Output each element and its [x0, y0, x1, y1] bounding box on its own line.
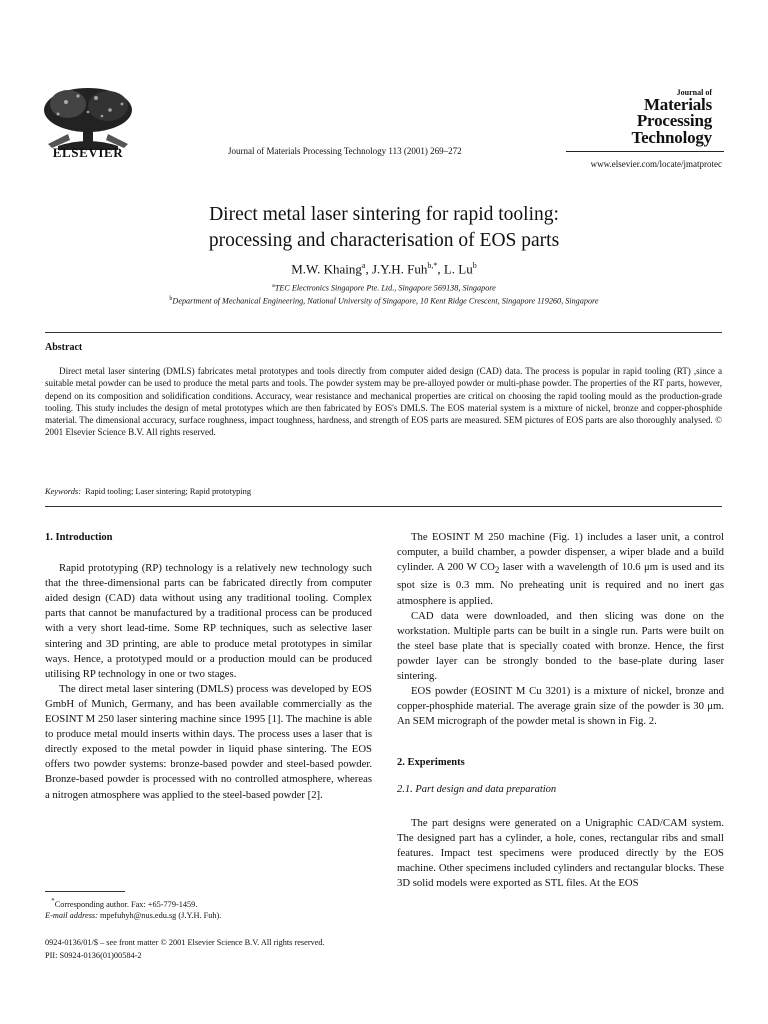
- keywords: [45, 487, 251, 496]
- machine-paragraph: [397, 530, 724, 609]
- title-line-1: Direct metal laser sintering for rapid tooling:: [209, 204, 559, 225]
- author-name: M.W. Khaing: [291, 261, 362, 277]
- machine-text-b: laser with a wavelength of 10.6 μm is used and its spot size is 0.3 mm. No preheating unit is required and no inert gas atmosphere is applied.: [397, 561, 724, 607]
- affiliation-a: [0, 283, 768, 293]
- footnote-mark: *: [51, 898, 55, 905]
- masthead-small: Journal of: [676, 88, 712, 97]
- intro-paragraph-1: Rapid prototyping (RP) technology is a relatively new technology such that the three-dimensional parts can be fabricated directly from computer aided design (CAD) data without using any traditional tooling. Complex parts that cannot be manufactured by a traditional process can be produced with a very short lead-time. Some RP techniques, such as selective laser sintering and 3D printing, are able to produce metal prototypes in similar ways. Hence, a prototyped mould or a production mould can be produced utilising RP technology in one or two stages.: [45, 562, 372, 680]
- journal-citation: Journal of Materials Processing Technology 113 (2001) 269–272: [228, 146, 462, 156]
- co2-subscript: 2: [494, 565, 500, 576]
- author-name: J.Y.H. Fuh: [371, 261, 428, 277]
- part-design-paragraph: The part designs were generated on a Unigraphic CAD/CAM system. The designed part has a cylinder, a hole, cones, rectangular ribs and small features. Impact test specimens were produced directly by the EOS machine. Other specimens included cylinders and rectangular blocks. These 3D solid models were exported as STL files. At the EOS: [397, 816, 724, 889]
- author-sep: ,: [365, 261, 372, 277]
- masthead-line2: Processing: [636, 111, 712, 131]
- author-mark: b: [472, 261, 477, 270]
- affiliation-b: [0, 296, 768, 306]
- footnote-corresponding: [45, 896, 375, 910]
- article-title: [0, 202, 768, 254]
- masthead-rule: [566, 151, 724, 152]
- machine-text-a: The EOSINT M 250 machine (Fig. 1) includes a laser unit, a control computer, a build chamber, a powder dispenser, a wiper blade and a build cylinder. A 200 W CO: [397, 531, 724, 574]
- affiliation-mark: a: [272, 283, 275, 289]
- section-heading-experiments: 2. Experiments: [397, 757, 465, 769]
- affiliation-mark: b: [169, 296, 173, 302]
- subsection-heading-part-design: 2.1. Part design and data preparation: [397, 784, 557, 796]
- front-matter: [45, 936, 325, 962]
- publisher-name: ELSEVIER: [52, 145, 124, 160]
- email-label: E-mail address:: [45, 911, 98, 921]
- abstract-top-rule: [45, 332, 722, 333]
- author-list: [0, 261, 768, 277]
- author-mark: a: [361, 261, 366, 270]
- pii-line: PII: S0924-0136(01)00584-2: [45, 951, 142, 960]
- powder-paragraph: EOS powder (EOSINT M Cu 3201) is a mixture of nickel, bronze and copper-phosphide material. The average grain size of the powder is 30 μm. An SEM micrograph of the powder metal is shown in Fig. 2.: [397, 685, 724, 728]
- right-column: [397, 530, 724, 891]
- author-sep: ,: [437, 261, 444, 277]
- masthead-line3: Technology: [631, 128, 712, 148]
- keywords-label: Keywords:: [45, 487, 81, 496]
- abstract-heading: Abstract: [45, 342, 83, 353]
- footnote-email: [45, 910, 375, 921]
- affiliation-text: Department of Mechanical Engineering, National University of Singapore, 10 Kent Ridge Crescent, Singapore 119260, Singapore: [172, 296, 599, 306]
- left-column: [45, 530, 372, 803]
- abstract-text: Direct metal laser sintering (DMLS) fabricates metal prototypes and tools directly from computer aided design (CAD) data. The process is popular in rapid tooling (RT) ,since a suitable metal powder can be used to produce the metal parts and tools. The powder system may be pre-alloyed powder or multi-phase powder. The properties of the RT parts, however, depend on its composition and solidification conditions. Accuracy, wear resistance and mechanical properties are critical on choosing the rapid tooling mould as the production-grade tooling. This study includes the design of metal prototypes which are then fabricated by EOS's DMLS. The EOS material system is a mixture of nickel, bronze and copper-phosphide material. The dimensional accuracy, surface roughness, impact toughness, hardness, and strength of EOS parts are measured. SEM pictures of EOS parts are also thoroughly analysed. © 2001 Elsevier Science B.V. All rights reserved.: [45, 366, 722, 438]
- abstract-bottom-rule: [45, 506, 722, 507]
- affiliation-text: TEC Electronics Singapore Pte. Ltd., Singapore 569138, Singapore: [274, 283, 496, 293]
- intro-paragraph-2: The direct metal laser sintering (DMLS) process was developed by EOS GmbH of Munich, Germany, and has been available commercially as the EOSINT M 250 laser sintering machine since 1995 [1]. The machine is able to produce metal mould inserts within days. The process uses a laser that is directly exposed to the metal powder in liquid phase sintering. The EOS offers two powder systems: bronze-based powder and steel-based powder. Bronze-based powder is processed with no controlled atmosphere, whereas a nitrogen atmosphere was applied to the steel-based powder [2].: [45, 682, 372, 801]
- section-heading-introduction: 1. Introduction: [45, 532, 113, 543]
- masthead-line1: Materials: [643, 94, 712, 114]
- author-mark: b,*: [427, 261, 438, 270]
- email-address[interactable]: mpefuhyh@nus.edu.sg (J.Y.H. Fuh).: [100, 911, 222, 921]
- author-name: L. Lu: [443, 261, 473, 277]
- journal-url[interactable]: www.elsevier.com/locate/jmatprotec: [590, 159, 722, 169]
- footnote-rule: [45, 891, 125, 892]
- footnote: [45, 896, 375, 922]
- journal-masthead: [631, 89, 712, 147]
- keywords-text: Rapid tooling; Laser sintering; Rapid prototyping: [85, 487, 252, 496]
- corresponding-text: Corresponding author. Fax: +65-779-1459.: [54, 899, 198, 909]
- title-line-2: processing and characterisation of EOS parts: [208, 230, 560, 251]
- issn-line: 0924-0136/01/$ – see front matter © 2001 Elsevier Science B.V. All rights reserved.: [45, 938, 325, 947]
- cad-paragraph: CAD data were downloaded, and then slicing was done on the workstation. Multiple parts can be built in a single run. Parts were built on the steel base plate that is specially coated with bronze. Hence, the first powder layer can be strongly bonded to the base-plate during laser sintering.: [397, 609, 724, 682]
